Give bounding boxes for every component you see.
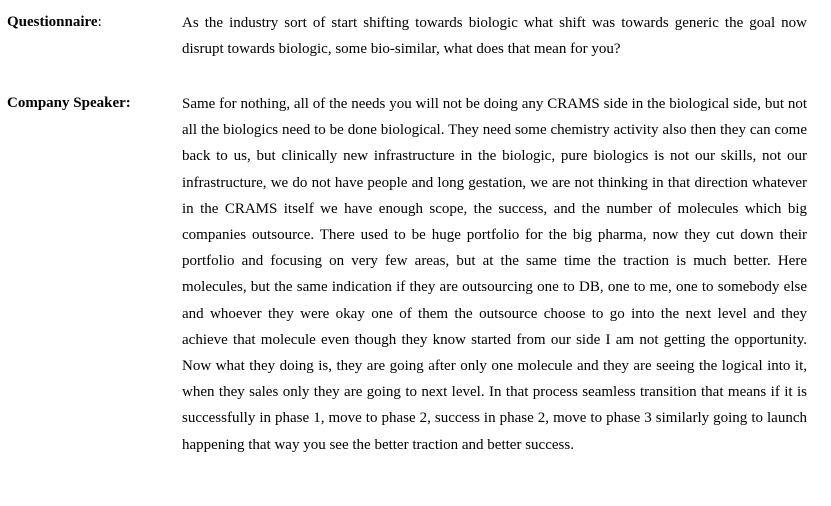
speaker-label-company [7, 91, 131, 115]
speaker-colon: : [97, 14, 102, 30]
speaker-name: Questionnaire [7, 14, 98, 30]
speaker-name: Company Speaker: [7, 95, 131, 111]
answer-text: Same for nothing, all of the needs you will not be doing any CRAMS side in the biological side, but not all the biologics need to be done biological. They need some chemistry activity also then they can come back to us, but clinically new infrastructure in the biologic, pure biologics is not our skills, not our infrastructure, we do not have people and long gestation, we are not thinking in that direction whatever in the CRAMS itself we have enough scope, the success, and the number of molecules which big companies outsource. There used to be huge portfolio for the big pharma, now they cut down their portfolio and focusing on very few areas, but at the same time the traction is much better. Here molecules, but the same indication if they are outsourcing one to DB, one to me, one to somebody else and whoever they were okay one of them the outsource choose to go into the next level and they achieve that molecule even though they know started from our side I am not getting the opportunity. Now what they doing is, they are going after only one molecule and they are seeing the logical into it, when they sales only they are going to next level. In that process seamless transition that means if it is successfully in phase 1, move to phase 2, success in phase 2, move to phase 3 similarly going to launch happening that way you see the better traction and better success. [182, 96, 807, 453]
speaker-label-questionnaire [7, 10, 102, 34]
question-text: As the industry sort of start shifting towards biologic what shift was towards generic the goal now disrupt towards biologic, some bio-similar, what does that mean for you? [182, 15, 807, 58]
